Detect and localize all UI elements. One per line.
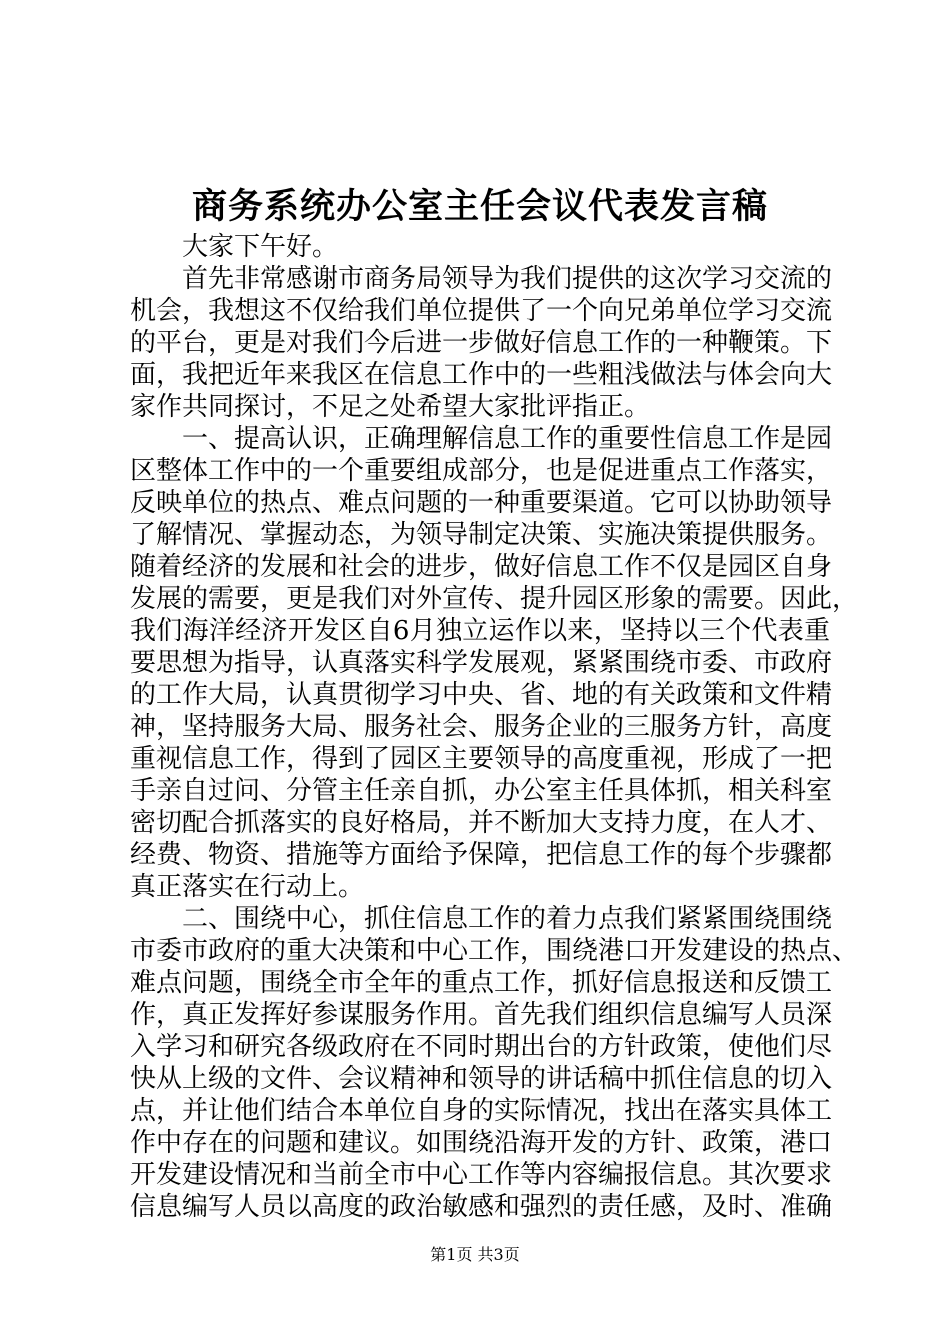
body-line: 市委市政府的重大决策和中心工作，围绕港口开发建设的热点、	[130, 936, 859, 966]
body-line: 面，我把近年来我区在信息工作中的一些粗浅做法与体会向大	[130, 360, 833, 390]
body-line: 密切配合抓落实的良好格局，并不断加大支持力度，在人才、	[130, 808, 833, 838]
body-line: 重视信息工作，得到了园区主要领导的高度重视，形成了一把	[130, 744, 833, 774]
body-line: 我们海洋经济开发区自6月独立运作以来，坚持以三个代表重	[130, 616, 830, 646]
body-line: 机会，我想这不仅给我们单位提供了一个向兄弟单位学习交流	[130, 296, 833, 326]
body-line: 手亲自过问、分管主任亲自抓，办公室主任具体抓，相关科室	[130, 776, 833, 806]
body-line: 作中存在的问题和建议。如围绕沿海开发的方针、政策，港口	[130, 1128, 833, 1158]
body-line: 神，坚持服务大局、服务社会、服务企业的三服务方针，高度	[130, 712, 833, 742]
body-line: 的平台，更是对我们今后进一步做好信息工作的一种鞭策。下	[130, 328, 833, 358]
page-footer: 第1页 共3页	[430, 1245, 520, 1264]
body-line: 作，真正发挥好参谋服务作用。首先我们组织信息编写人员深	[130, 1000, 833, 1030]
body-line: 要思想为指导，认真落实科学发展观，紧紧围绕市委、市政府	[130, 648, 833, 678]
body-line: 开发建设情况和当前全市中心工作等内容编报信息。其次要求	[130, 1160, 833, 1190]
body-line: 随着经济的发展和社会的进步，做好信息工作不仅是园区自身	[130, 552, 833, 582]
body-line: 区整体工作中的一个重要组成部分，也是促进重点工作落实，	[130, 456, 833, 486]
body-line: 二、围绕中心，抓住信息工作的着力点我们紧紧围绕围绕	[182, 904, 833, 934]
body-line: 了解情况、掌握动态，为领导制定决策、实施决策提供服务。	[130, 520, 833, 550]
body-line: 反映单位的热点、难点问题的一种重要渠道。它可以协助领导	[130, 488, 833, 518]
body-line: 信息编写人员以高度的政治敏感和强烈的责任感，及时、准确	[130, 1192, 833, 1222]
body-line: 的工作大局，认真贯彻学习中央、省、地的有关政策和文件精	[130, 680, 833, 710]
body-line: 经费、物资、措施等方面给予保障，把信息工作的每个步骤都	[130, 840, 833, 870]
body-line: 发展的需要，更是我们对外宣传、提升园区形象的需要。因此，	[130, 584, 859, 614]
document-title: 商务系统办公室主任会议代表发言稿	[191, 186, 768, 227]
body-line: 入学习和研究各级政府在不同时期出台的方针政策，使他们尽	[130, 1032, 833, 1062]
body-line: 一、提高认识，正确理解信息工作的重要性信息工作是园	[182, 424, 833, 454]
body-line: 家作共同探讨，不足之处希望大家批评指正。	[130, 392, 651, 422]
body-line: 首先非常感谢市商务局领导为我们提供的这次学习交流的	[182, 264, 833, 294]
document-body	[130, 231, 859, 1223]
body-line: 难点问题，围绕全市全年的重点工作，抓好信息报送和反馈工	[130, 968, 833, 998]
body-line: 快从上级的文件、会议精神和领导的讲话稿中抓住信息的切入	[130, 1064, 833, 1094]
body-line: 大家下午好。	[182, 232, 339, 262]
body-line: 点，并让他们结合本单位自身的实际情况，找出在落实具体工	[130, 1096, 833, 1126]
body-line: 真正落实在行动上。	[130, 872, 365, 902]
